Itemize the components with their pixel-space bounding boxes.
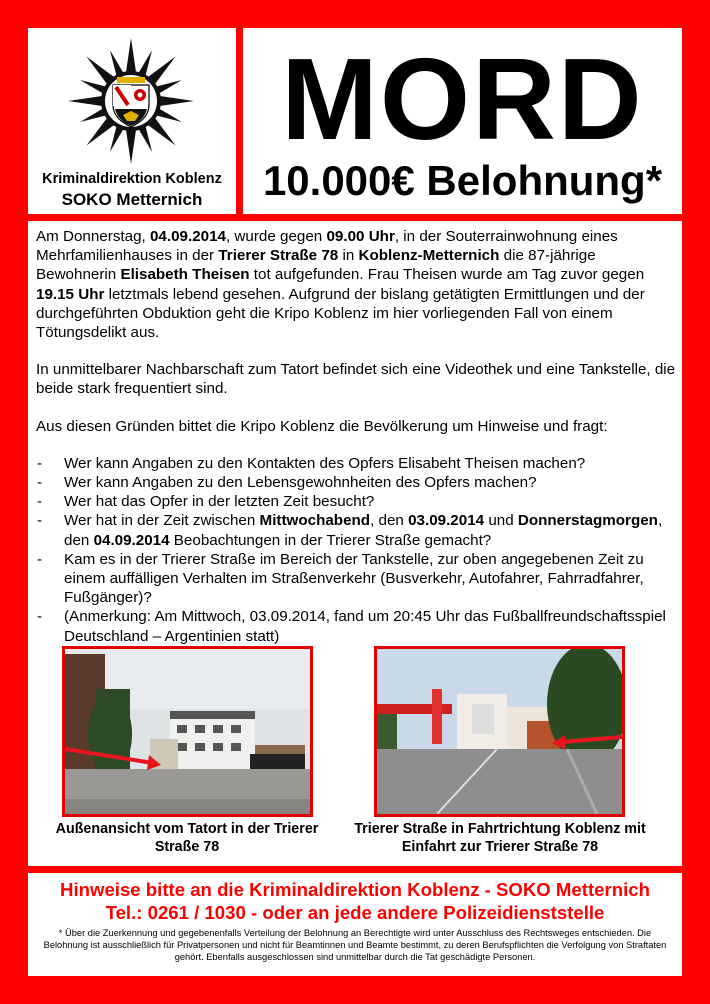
headline-panel	[243, 28, 682, 214]
page-title: MORD	[281, 34, 644, 164]
appeal-text	[36, 227, 678, 646]
appeal-panel	[28, 221, 682, 866]
contact-panel	[28, 873, 682, 976]
question-item: - (Anmerkung: Am Mittwoch, 03.09.2014, fand um 20:45 Uhr das Fußballfreundschaftsspiel Deutschland – Argentinien statt)	[36, 607, 678, 645]
reward-footnote: * Über die Zuerkennung und gegebenenfalls Verteilung der Belohnung an Berechtigte wird unter Ausschluss des Rechtsweges entschieden. Die Belohnung ist ausschließlich für Privatpersonen und nicht für Beamtinnen und Beamte bestimmt, zu deren Berufspflichten die Verfolgung von Straftaten gehört. Ebenfalls ausgeschlossen sind unmittelbar durch die Tat geschädigte Personen.	[43, 928, 667, 962]
question-item: - Wer kann Angaben zu den Lebensgewohnheiten des Opfers machen?	[36, 473, 678, 492]
question-item: - Wer hat in der Zeit zwischen Mittwochabend, den 03.09.2014 und Donnerstagmorgen, den 04.09.2014 Beobachtungen in der Trierer Straße gemacht?	[36, 511, 678, 549]
unit-name: Kriminaldirektion Koblenz	[42, 171, 222, 187]
question-list	[36, 454, 678, 646]
contact-heading: Hinweise bitte an die Kriminaldirektion Koblenz - SOKO Metternich	[60, 879, 650, 900]
street-photo	[374, 646, 625, 817]
neighborhood-paragraph: In unmittelbarer Nachbarschaft zum Tatort befindet sich eine Videothek und eine Tankstelle, die beide stark frequentiert sind.	[36, 361, 676, 398]
intro-paragraph: Am Donnerstag, 04.09.2014, wurde gegen 09.00 Uhr, in der Souterrainwohnung eines Mehrfamilienhauses in der Trierer Straße 78 in Koblenz-Metternich die 87-jährige Bewohnerin Elisabeth Theisen tot aufgefunden. Frau Theisen wurde am Tag zuvor gegen 19.15 Uhr letztmals lebend gesehen. Aufgrund der bislang getätigten Ermittlungen und der durchgeführten Obduktion geht die Kripo Koblenz im hier vorliegenden Fall von einem Tötungsdelikt aus.	[36, 228, 645, 342]
photo-caption: Außenansicht vom Tatort in der Trierer Straße 78	[55, 821, 319, 855]
crime-scene-photo	[62, 646, 313, 817]
contact-phone: Tel.: 0261 / 1030 - oder an jede andere Polizeidienststelle	[105, 902, 605, 923]
appeal-paragraph: Aus diesen Gründen bittet die Kripo Koblenz die Bevölkerung um Hinweise und fragt:	[36, 417, 608, 435]
team-name: SOKO Metternich	[61, 190, 203, 209]
question-item: - Wer kann Angaben zu den Kontakten des Opfers Elisabeht Theisen machen?	[36, 454, 678, 473]
reward-amount: 10.000€ Belohnung*	[262, 157, 663, 204]
question-item: - Kam es in der Trierer Straße im Bereich der Tankstelle, zur oben angegebenen Zeit zu einem auffälligen Verhalten im Straßenverkehr (Busverkehr, Autofahrer, Fahrradfahrer, Fußgänger)?	[36, 550, 678, 608]
question-item: - Wer hat das Opfer in der letzten Zeit besucht?	[36, 492, 678, 511]
photo-caption: Trierer Straße in Fahrtrichtung Koblenz mit Einfahrt zur Trierer Straße 78	[354, 821, 646, 855]
logo-panel	[28, 28, 236, 214]
police-star-badge-icon	[66, 36, 196, 166]
